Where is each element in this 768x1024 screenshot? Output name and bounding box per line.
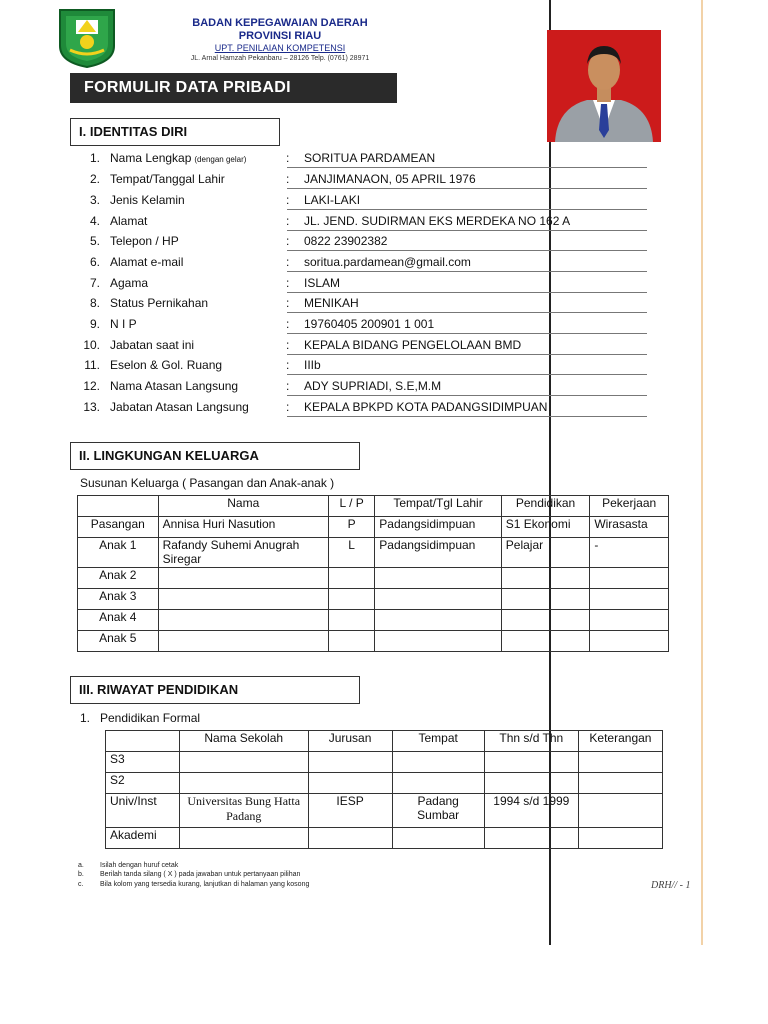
identity-row-number: 2. [89,172,100,186]
education-cell-level: Univ/Inst [106,794,180,828]
footnote-key: c. [78,881,84,888]
identity-label-text: Telepon / HP [110,234,179,248]
identity-row-value: JL. JEND. SUDIRMAN EKS MERDEKA NO 162 A [304,214,571,228]
family-cell-name: Rafandy Suhemi Anugrah Siregar [158,538,328,568]
education-cell-note [578,773,662,794]
identity-row-colon: : [286,255,290,269]
family-cell-edu [501,568,590,589]
education-cell-major [308,752,392,773]
identity-row-label [110,317,137,331]
family-cell-sex [328,589,374,610]
identity-row-value: IIIb [304,358,321,372]
family-col-birth: Tempat/Tgl Lahir [375,496,502,517]
identity-row-value: LAKI-LAKI [304,193,361,207]
identity-row-colon: : [286,172,290,186]
family-cell-role: Anak 3 [78,589,159,610]
identity-row-colon: : [286,234,290,248]
family-row [78,610,669,631]
family-cell-birth [375,631,502,652]
identity-row-number: 10. [83,338,100,352]
family-cell-role: Pasangan [78,517,159,538]
education-cell-years [484,752,578,773]
identity-label-text: Nama Atasan Langsung [110,379,239,393]
identity-row-value: KEPALA BIDANG PENGELOLAAN BMD [304,338,522,352]
family-cell-job [590,631,669,652]
education-row [106,752,663,773]
profile-photo [547,30,661,142]
section-1-title: I. IDENTITAS DIRI [70,118,280,146]
identity-row-number: 3. [89,193,100,207]
family-cell-edu [501,631,590,652]
identity-row-number: 11. [84,358,100,372]
family-cell-sex: P [328,517,374,538]
family-row [78,568,669,589]
identity-row-label [110,358,222,372]
family-cell-edu [501,610,590,631]
family-col-job: Pekerjaan [590,496,669,517]
identity-row-value: MENIKAH [304,296,359,310]
identity-label-text: Agama [110,276,149,290]
identity-row-value: JANJIMANAON, 05 APRIL 1976 [304,172,476,186]
identity-row-number: 7. [89,276,100,290]
family-cell-name [158,589,328,610]
riau-emblem-icon [56,6,118,68]
family-cell-role: Anak 4 [78,610,159,631]
identity-row-colon: : [286,358,290,372]
identity-row-colon: : [286,276,290,290]
identity-row-underline [287,250,647,251]
education-cell-place [392,773,484,794]
scan-edge-line [701,0,703,945]
family-cell-edu: Pelajar [501,538,590,568]
identity-row-label [110,276,148,290]
family-cell-name: Annisa Huri Nasution [158,517,328,538]
family-cell-sex [328,610,374,631]
identity-row-number: 6. [89,255,100,269]
org-address: JL. Arnal Hamzah Pekanbaru – 28126 Telp. (0761) 28971 [190,55,370,62]
footnote-text: Isilah dengan huruf cetak [100,862,179,869]
identity-row-number: 5. [89,234,100,248]
identity-row-label [110,255,183,269]
family-cell-name [158,568,328,589]
identity-row-colon: : [286,400,290,414]
footnote-text: Bila kolom yang tersedia kurang, lanjutkan di halaman yang kosong [100,881,310,888]
identity-row-label [110,151,246,165]
identity-row-label [110,214,147,228]
identity-row-value: soritua.pardamean@gmail.com [304,255,471,269]
education-cell-school: Universitas Bung Hatta Padang [179,794,308,828]
identity-label-text: Jabatan saat ini [110,338,195,352]
education-cell-note [578,752,662,773]
footnote-text: Berilah tanda silang ( X ) pada jawaban untuk pertanyaan pilihan [100,871,301,878]
education-cell-note [578,794,662,828]
edu-col-level [106,731,180,752]
identity-label-text: Tempat/Tanggal Lahir [110,172,225,186]
section-2-subtitle: Susunan Keluarga ( Pasangan dan Anak-anak ) [80,476,335,490]
family-cell-job [590,610,669,631]
edu-col-major: Jurusan [308,731,392,752]
identity-row-value: 0822 23902382 [304,234,388,248]
identity-row-number: 4. [89,214,100,228]
family-col-edu: Pendidikan [501,496,590,517]
identity-row-underline [287,395,647,396]
education-cell-place: Padang Sumbar [392,794,484,828]
identity-row-label [110,234,179,248]
family-cell-role: Anak 1 [78,538,159,568]
identity-row-colon: : [286,379,290,393]
org-line-1: BADAN KEPEGAWAIAN DAERAH [192,17,368,29]
identity-label-text: N I P [110,317,137,331]
family-cell-role: Anak 2 [78,568,159,589]
family-table [77,495,669,652]
education-cell-major [308,828,392,849]
identity-row-underline [287,292,647,293]
identity-row-underline [287,354,647,355]
education-cell-school [179,752,308,773]
education-cell-major [308,773,392,794]
identity-label-text: Eselon & Gol. Ruang [110,358,223,372]
formal-edu-subtitle: Pendidikan Formal [100,711,201,725]
footnote-key: b. [78,871,84,878]
education-cell-major: IESP [308,794,392,828]
edu-col-school: Nama Sekolah [179,731,308,752]
identity-row-number: 1. [89,151,100,165]
family-cell-name [158,610,328,631]
education-cell-place [392,752,484,773]
identity-row-label [110,338,194,352]
family-row [78,631,669,652]
footnote-key: a. [78,862,84,869]
identity-row-value: SORITUA PARDAMEAN [304,151,436,165]
education-cell-note [578,828,662,849]
family-cell-birth [375,610,502,631]
family-row [78,589,669,610]
identity-row-label [110,193,185,207]
riau-logo [56,6,118,68]
family-row [78,517,669,538]
identity-row-label [110,172,225,186]
identity-label-text: Jabatan Atasan Langsung [110,400,249,414]
education-table-header [106,731,663,752]
family-cell-birth: Padangsidimpuan [375,517,502,538]
identity-label-hint: (dengan gelar) [194,155,247,164]
family-row [78,538,669,568]
identity-row-value: ADY SUPRIADI, S.E,M.M [304,379,442,393]
identity-row-underline [287,312,647,313]
family-cell-edu [501,589,590,610]
family-cell-birth [375,589,502,610]
identity-row-number: 8. [89,296,100,310]
page-code: DRH// - 1 [651,880,691,891]
education-table [105,730,663,849]
education-cell-school [179,828,308,849]
identity-row-label [110,296,208,310]
identity-row-colon: : [286,214,290,228]
family-col-sex: L / P [328,496,374,517]
family-cell-role: Anak 5 [78,631,159,652]
identity-label-text: Alamat e-mail [110,255,184,269]
section-3-title: III. RIWAYAT PENDIDIKAN [70,676,360,704]
identity-label-text: Status Pernikahan [110,296,209,310]
identity-row-value: KEPALA BPKPD KOTA PADANGSIDIMPUAN [304,400,548,414]
identity-row-colon: : [286,317,290,331]
form-title: FORMULIR DATA PRIBADI [70,73,397,103]
identity-row-underline [287,333,647,334]
education-row [106,828,663,849]
family-cell-name [158,631,328,652]
section-2-title: II. LINGKUNGAN KELUARGA [70,442,360,470]
identity-row-underline [287,271,647,272]
identity-row-underline [287,209,647,210]
education-cell-years: 1994 s/d 1999 [484,794,578,828]
identity-row-value: ISLAM [304,276,341,290]
identity-label-text: Nama Lengkap [110,151,192,165]
identity-row-underline [287,188,647,189]
education-cell-place [392,828,484,849]
identity-row-number: 9. [89,317,100,331]
family-cell-job [590,568,669,589]
unit-name: UPT. PENILAIAN KOMPETENSI [214,43,346,53]
identity-row-number: 13. [83,400,100,414]
family-table-header [78,496,669,517]
identity-row-underline [287,374,647,375]
family-cell-job: Wirasasta [590,517,669,538]
identity-row-underline [287,230,647,231]
edu-col-note: Keterangan [578,731,662,752]
org-line-2: PROVINSI RIAU [238,30,322,42]
education-cell-level: S2 [106,773,180,794]
family-cell-birth [375,568,502,589]
education-cell-years [484,828,578,849]
family-cell-birth: Padangsidimpuan [375,538,502,568]
identity-row-underline [287,416,647,417]
family-cell-sex [328,631,374,652]
identity-row-label [110,379,238,393]
edu-col-years: Thn s/d Thn [484,731,578,752]
education-cell-level: S3 [106,752,180,773]
identity-row-underline [287,167,647,168]
person-photo-icon [547,30,661,142]
education-row [106,794,663,828]
identity-label-text: Jenis Kelamin [110,193,185,207]
family-col-name: Nama [158,496,328,517]
identity-row-value: 19760405 200901 1 001 [304,317,435,331]
education-cell-level: Akademi [106,828,180,849]
family-cell-job [590,589,669,610]
family-col-role [78,496,159,517]
education-row [106,773,663,794]
education-cell-school [179,773,308,794]
edu-col-place: Tempat [392,731,484,752]
identity-row-colon: : [286,151,290,165]
identity-row-colon: : [286,296,290,310]
family-cell-sex [328,568,374,589]
identity-row-label [110,400,249,414]
formal-edu-number: 1. [80,711,91,725]
education-cell-years [484,773,578,794]
identity-row-colon: : [286,338,290,352]
identity-label-text: Alamat [110,214,148,228]
identity-row-number: 12. [83,379,100,393]
identity-row-colon: : [286,193,290,207]
family-cell-job: - [590,538,669,568]
family-cell-edu: S1 Ekonomi [501,517,590,538]
family-cell-sex: L [328,538,374,568]
